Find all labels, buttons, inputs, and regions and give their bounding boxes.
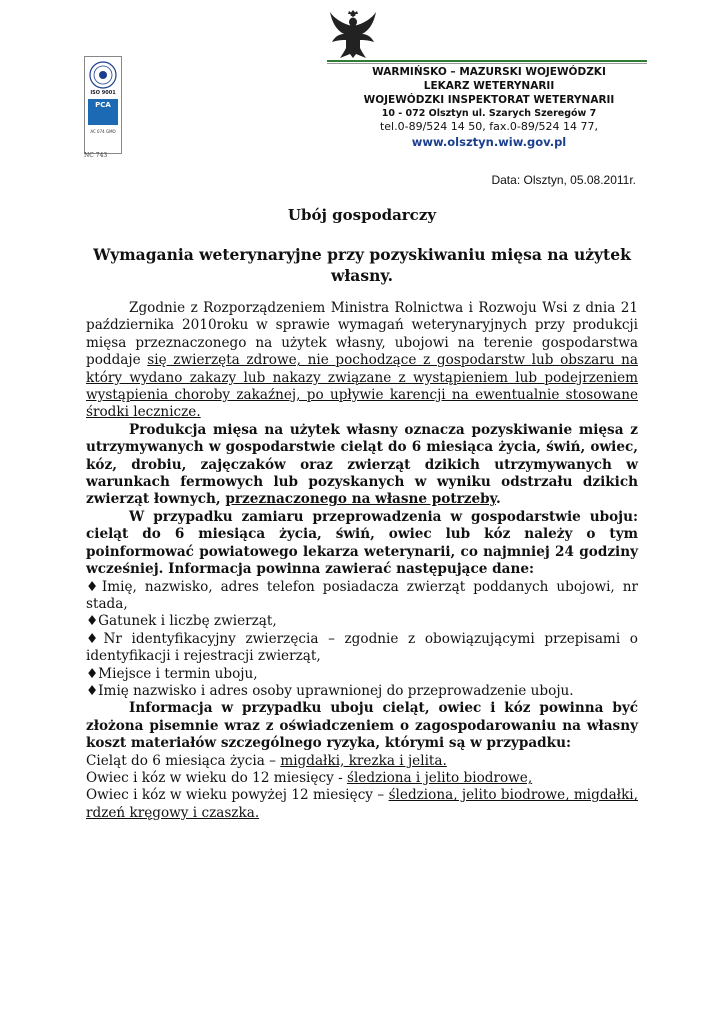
risk-prefix: Owiec i kóz w wieku powyżej 12 miesięcy – [86, 787, 389, 804]
p1-text: Zgodnie z Rozporządzeniem Ministra Rolnictwa i Rozwoju Wsi z dnia 21 października 2010roku w sprawie wymagań weterynaryjnych przy produkcji mięsa przeznaczonego na użytek własny, ubojowi na terenie gospodarstwa poddaje [86, 300, 638, 369]
document-date: Data: Olsztyn, 05.08.2011r. [491, 173, 636, 187]
risk-materials: śledziona i jelito biodrowe, [346, 769, 533, 786]
header-website-link[interactable]: www.olsztyn.wiw.gov.pl [411, 135, 567, 149]
p2-text: Produkcja mięsa na użytek własny oznacza pozyskiwanie mięsa z utrzymywanych w gospodarstwie cieląt do 6 miesiąca życia, świń, owiec, kóz, drobiu, zajęczaków oraz zwierząt dzikich utrzymywanych w warunkach fermowych lub pozyskanych w wyniku odstrzału dzikich zwierząt łownych, [86, 421, 638, 508]
certification-logos [84, 56, 122, 154]
list-item: ♦Nr identyfikacyjny zwierzęcia – zgodnie z obowiązującymi przepisami o identyfikacji i rejestracji zwierząt, [86, 630, 638, 665]
document-subtitle: Wymagania weterynaryjne przy pozyskiwaniu mięsa na użytek własny. [93, 245, 631, 285]
pca-label: PCA [95, 101, 111, 109]
nc-code: NC 743 [84, 152, 108, 159]
ac-label: AC 074 GMO [90, 129, 116, 134]
risk-materials: śledziona, jelito biodrowe, migdałki, rdzeń kręgowy i czaszka. [86, 787, 638, 821]
document-title: Ubój gospodarczy [287, 206, 437, 224]
risk-materials: migdałki, krezka i jelita. [280, 752, 447, 769]
p1-underlined: się zwierzęta zdrowe, nie pochodzące z gospodarstw lub obszaru na który wydano zakazy lub nakazy związane z wystąpieniem lub podejrzeniem wystąpienia choroby zakaźnej, po upływie karencji na ewentualnie stosowane środki lecznicze. [86, 352, 638, 421]
p2-underlined: przeznaczonego na własne potrzeby [225, 491, 496, 508]
list-item: ♦Miejsce i termin uboju, [86, 665, 258, 682]
paragraph-definition [86, 422, 638, 509]
header-line-3: WOJEWÓDZKI INSPEKTORAT WETERYNARII [363, 94, 615, 106]
risk-prefix: Cieląt do 6 miesiąca życia – [86, 752, 281, 769]
document-body [86, 300, 638, 822]
list-item: ♦Imię nazwisko i adres osoby uprawnionej do przeprowadzenie uboju. [86, 682, 574, 699]
iso-label: ISO 9001 [90, 90, 116, 96]
header-line-2: LEKARZ WETERYNARII [423, 80, 555, 92]
header-rule-thin [327, 63, 647, 64]
polish-eagle-emblem [328, 8, 378, 60]
risk-item-young-sheep [86, 770, 638, 787]
header-address: 10 - 072 Olsztyn ul. Szarych Szeregów 7 [381, 108, 597, 119]
header-phone: tel.0-89/524 14 50, fax.0-89/524 14 77, [379, 120, 599, 133]
iso-seal-icon [89, 61, 117, 89]
list-item: ♦Gatunek i liczbę zwierząt, [86, 613, 277, 630]
risk-item-old-sheep [86, 787, 638, 822]
risk-item-calves [86, 753, 638, 770]
paragraph-written-info: Informacja w przypadku uboju cieląt, owiec i kóz powinna być złożona pisemnie wraz z oświadczeniem o zagospodarowaniu na własny koszt materiałów szczególnego ryzyka, którymi są w przypadku: [86, 700, 638, 752]
paragraph-notification: W przypadku zamiaru przeprowadzenia w gospodarstwie uboju: cieląt do 6 miesiąca życia, świń, owiec lub kóz należy o tym poinformować powiatowego lekarza weterynarii, co najmniej 24 godziny wcześniej. Informacja powinna zawierać następujące dane: [86, 508, 638, 578]
p2-end: . [496, 491, 501, 508]
paragraph-regulation [86, 300, 638, 422]
header-rule [327, 60, 647, 62]
risk-prefix: Owiec i kóz w wieku do 12 miesięcy - [86, 769, 347, 786]
list-item: ♦Imię, nazwisko, adres telefon posiadacza zwierząt poddanych ubojowi, nr stada, [86, 578, 638, 612]
header-line-1: WARMIŃSKO – MAZURSKI WOJEWÓDZKI [372, 66, 606, 78]
